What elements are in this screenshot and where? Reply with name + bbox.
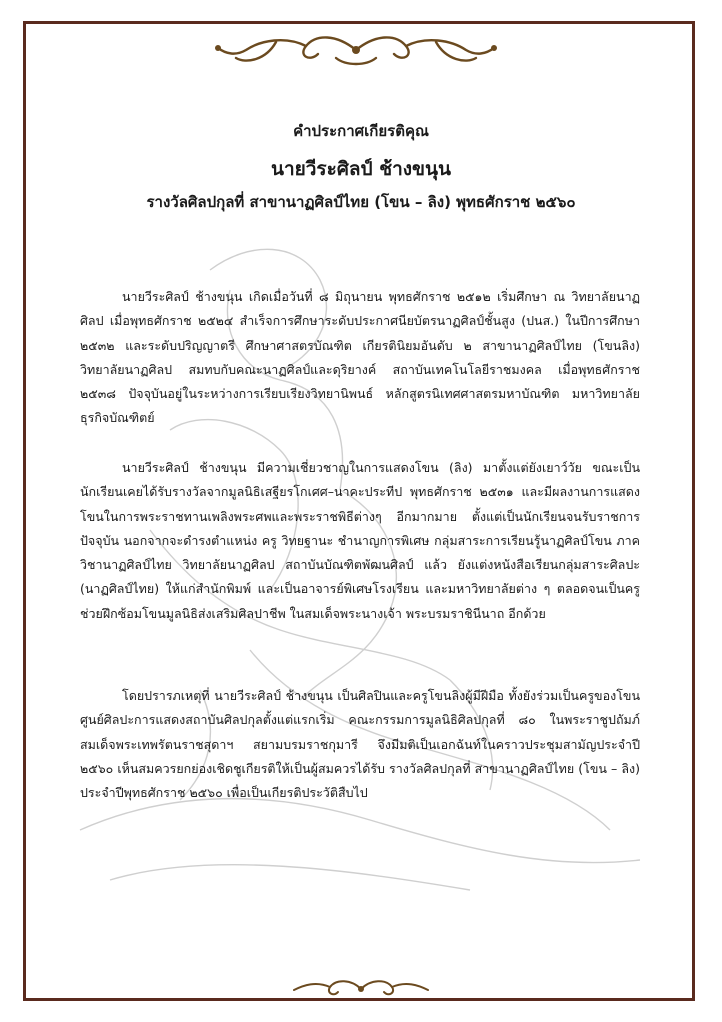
biography-paragraph: นายวีระศิลป์ ช้างขนุน เกิดเมื่อวันที่ ๘ มิถุนายน พุทธศักราช ๒๕๑๒ เริ่มศึกษา ณ วิทยาลัยนาฏศิลป เมื่อพุทธศักราช ๒๕๒๔ สำเร็จการศึกษาระดับประกาศนียบัตรนาฏศิลป์ชั้นสูง (ปนส.) ในปีการศึกษา ๒๕๓๒ และระดับปริญญาตรี ศึกษาศาสตรบัณฑิต เกียรตินิยมอันดับ ๒ สาขานาฏศิลป์ไทย (โขนลิง) วิทยาลัยนาฏศิลป สมทบกับคณะนาฏศิลป์และดุริยางค์ สถาบันเทคโนโลยีราชมงคล เมื่อพุทธศักราช ๒๕๓๘ ปัจจุบันอยู่ในระหว่างการเรียบเรียงวิทยานิพนธ์ หลักสูตรนิเทศศาสตรมหาบัณฑิต มหาวิทยาลัยธุรกิจบัณฑิตย์ [80,289,640,426]
career-paragraph: นายวีระศิลป์ ช้างขนุน มีความเชี่ยวชาญในการแสดงโขน (ลิง) มาตั้งแต่ยังเยาว์วัย ขณะเป็นนักเรียนเคยได้รับรางวัลจากมูลนิธิเสฐียรโกเศศ–นาคะประทีป พุทธศักราช ๒๕๓๑ และมีผลงานการแสดงโขนในการพระราชทานเพลิงพระศพและพระราชพิธีต่างๆ อีกมากมาย ตั้งแต่เป็นนักเรียนจนรับราชการ ปัจจุบัน นอกจากจะดำรงตำแหน่ง ครู วิทยฐานะ ชำนาญการพิเศษ กลุ่มสาระการเรียนรู้นาฏศิลป์โขน ภาควิชานาฏศิลป์ไทย วิทยาลัยนาฏศิลป สถาบันบัณฑิตพัฒนศิลป์ แล้ว ยังแต่งหนังสือเรียนกลุ่มสาระศิลปะ (นาฏศิลป์ไทย) ให้แก่สำนักพิมพ์ และเป็นอาจารย์พิเศษโรงเรียน และมหาวิทยาลัยต่าง ๆ ตลอดจนเป็นครูช่วยฝึกซ้อมโขนมูลนิธิส่งเสริมศิลปาชีพ ในสมเด็จพระนางเจ้า พระบรมราชินีนาถ อีกด้วย [80,460,640,621]
bottom-flourish-ornament [286,976,436,1002]
top-flourish-ornament [206,30,506,70]
honoree-name: นายวีระศิลป์ ช้างขนุน [270,158,452,180]
certificate-heading: คำประกาศเกียรติคุณ [293,122,429,140]
award-title: รางวัลศิลปกุลที่ สาขานาฏศิลป์ไทย (โขน – ลิง) พุทธศักราช ๒๕๖๐ [146,193,576,211]
citation-paragraph: โดยปรารภเหตุที่ นายวีระศิลป์ ช้างขนุน เป็นศิลปินและครูโขนลิงผู้มีฝีมือ ทั้งยังร่วมเป็นครูของโขนศูนย์ศิลปะการแสดงสถาบันศิลปกุลตั้งแต่แรกเริ่ม คณะกรรมการมูลนิธิศิลปกุลที่ ๘๐ ในพระราชูปถัมภ์สมเด็จพระเทพรัตนราชสุดาฯ สยามบรมราชกุมารี จึงมีมติเป็นเอกฉันท์ในคราวประชุมสามัญประจำปี ๒๕๖๐ เห็นสมควรยกย่องเชิดชูเกียรติให้เป็นผู้สมควรได้รับ รางวัลศิลปกุลที่ สาขานาฏศิลป์ไทย (โขน – ลิง) ประจำปีพุทธศักราช ๒๕๖๐ เพื่อเป็นเกียรติประวัติสืบไป [80,688,640,801]
